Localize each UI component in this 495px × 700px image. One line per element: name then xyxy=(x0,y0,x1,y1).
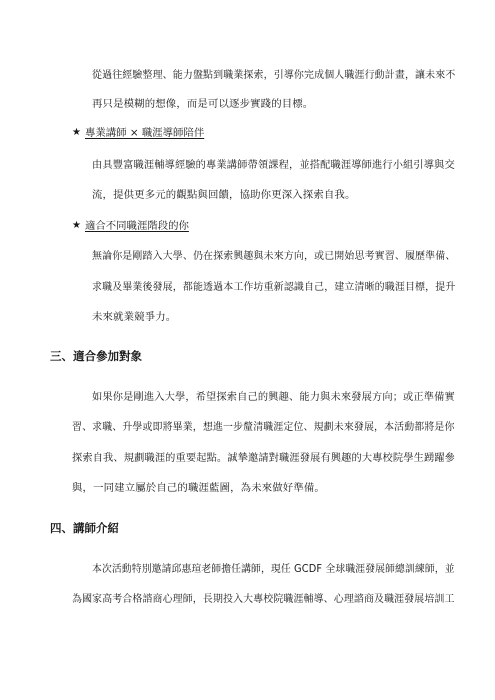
section-3-line-4: 與，一同建立屬於自己的職涯藍圖，為未來做好準備。 xyxy=(72,482,325,494)
section-3-heading: 三、適合參加對象 xyxy=(50,349,142,363)
feature-stages-line-1: 無論你是剛踏入大學、仍在探索興趣與未來方向，或已開始思考實習、履歷準備、 xyxy=(92,250,456,262)
section-4-line-1: 本次活動特別邀請邱惠瑄老師擔任講師，現任 GCDF 全球職涯發展師總訓練師，並 xyxy=(92,563,455,575)
star-icon: ★ xyxy=(72,127,81,138)
star-icon: ★ xyxy=(72,220,81,231)
section-3-line-1: 如果你是剛進入大學，希望探索自己的興趣、能力與未來發展方向；或正準備實 xyxy=(92,391,455,403)
feature-stages-line-2: 求職及畢業後發展，都能透過本工作坊重新認識自己，建立清晰的職涯目標，提升 xyxy=(92,281,456,293)
section-4-heading: 四、講師介紹 xyxy=(50,521,119,535)
feature-mentor-line-1: 由具豐富職涯輔導經驗的專業講師帶領課程，並搭配職涯導師進行小組引導與交 xyxy=(92,159,455,171)
section-3-line-2: 習、求職、升學或即將畢業，想進一步釐清職涯定位、規劃未來發展，本活動都將是你 xyxy=(72,421,455,433)
section-4-line-2: 為國家高考合格諮商心理師，長期投入大專校院職涯輔導、心理諮商及職涯發展培訓工 xyxy=(72,593,455,605)
section-3-line-3: 探索自我、規劃職涯的重要起點。誠摯邀請對職涯發展有興趣的大專校院學生踴躍參 xyxy=(72,452,456,464)
intro-line-1: 從過往經驗整理、能力盤點到職業探索，引導你完成個人職涯行動計畫，讓未來不 xyxy=(92,69,456,81)
feature-mentor-title: 專業講師 × 職涯導師陪伴 xyxy=(85,127,205,139)
feature-mentor-line-2: 流，提供更多元的觀點與回饋，協助你更深入探索自我。 xyxy=(92,189,356,201)
feature-stages-title: 適合不同職涯階段的你 xyxy=(85,220,189,232)
feature-stages-line-3: 未來就業競爭力。 xyxy=(92,311,177,323)
intro-line-2: 再只是模糊的想像，而是可以逐步實踐的目標。 xyxy=(92,98,314,110)
